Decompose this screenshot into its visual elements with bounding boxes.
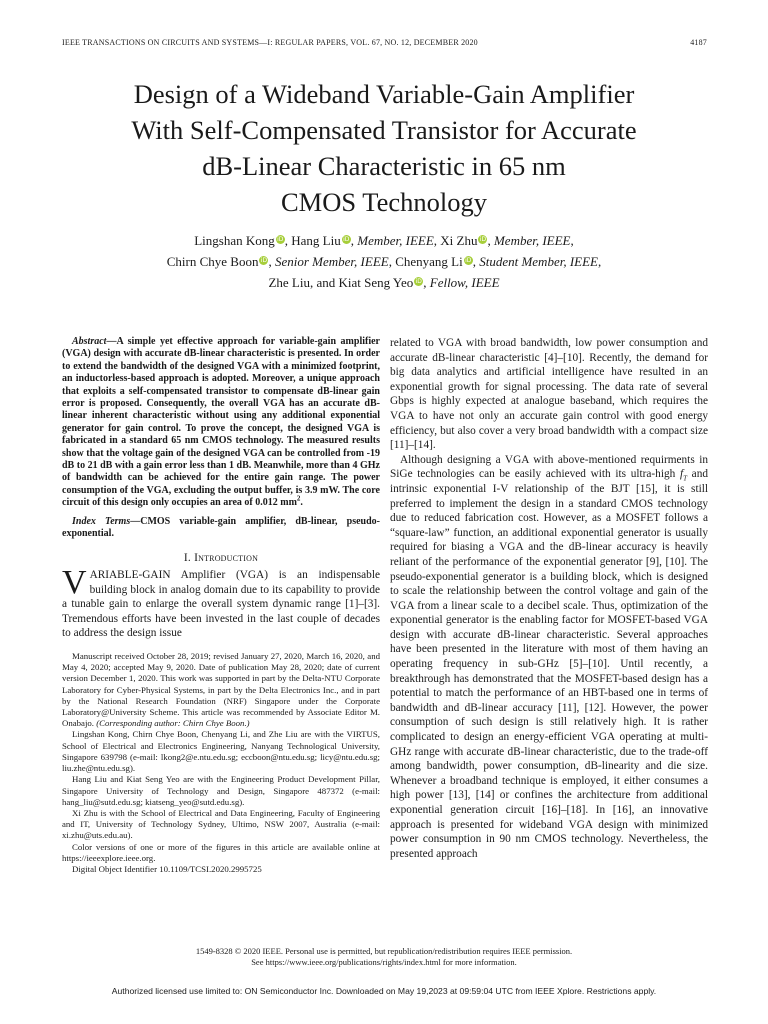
- abstract-end: .: [300, 497, 303, 509]
- author-line: Lingshan Kong iD, Hang Liu iD, Member, IEEE, Xi Zhu iD, Member, IEEE,: [194, 233, 574, 248]
- abstract-text: —A simple yet effective approach for variable-gain amplifier (VGA) design with accurate dB-linear characteristic is presented. In order to extend the bandwidth of the designed VGA with a minimized footprint, an inductorless-based approach is adopted. Moreover, a unique approach that exploits a self-compensated transistor to compensate dB-linear gain error is proposed. Consequently, the overall VGA has an accurate dB-linear inherent characteristic without using any additional exponential generator for gain control. To prove the concept, the designed VGA is fabricated in a standard 65 nm CMOS technology. The measured results show that the voltage gain of the designed VGA can be controlled from -19 dB to 21 dB with a gain error less than 1 dB. Meanwhile, more than 4 GHz of bandwidth can be achieved for the entire gain range. The power consumption of the VGA, excluding the output buffer, is 3.9 mW. The core circuit of this design only occupies an area of 0.012 mm: [62, 336, 380, 509]
- body-paragraph: related to VGA with broad bandwidth, low power consumption and accurate dB-linear characteristic [4]–[10]. Recently, the demand for big data analytics and artificial intelligence have resulted in an exponential growth for signal processing. The data rate of several Gbps is highly expected at analogue baseband, which requires the VGA to have not only an accurate gain control with good energy efficiency, but also cover a very broad bandwidth with a compact size [11]–[14].: [390, 337, 708, 452]
- copyright-line: 1549-8328 © 2020 IEEE. Personal use is permitted, but republication/redistribution requires IEEE permission.: [195, 946, 573, 956]
- right-column: [390, 336, 708, 861]
- abstract-superscript: 2: [296, 494, 301, 503]
- abstract-label: Abstract: [72, 336, 107, 347]
- orcid-icon[interactable]: iD: [415, 278, 422, 285]
- author-name: Zhe Liu: [268, 275, 310, 290]
- section-title: Introduction: [194, 551, 259, 564]
- copyright-line: See https://www.ieee.org/publications/rights/index.html for more information.: [251, 957, 517, 967]
- author-role: Member, IEEE: [493, 233, 571, 248]
- copyright-notice: [40, 946, 728, 968]
- author-name: Lingshan Kong: [194, 233, 275, 248]
- and-word: and: [316, 275, 336, 290]
- index-terms-label: Index Terms: [72, 515, 131, 527]
- footnote: Lingshan Kong, Chirn Chye Boon, Chenyang Li, and Zhe Liu are with the VIRTUS, School of Electrical and Electronics Engineering, Nanyang Technological University, Singapore 639798 (e-mail: lkong2@e.ntu.edu.sg; eccboon@ntu.edu.sg; licy@ntu.edu.sg; liu.zhe@ntu.edu.sg).: [62, 729, 380, 774]
- page-number: 4187: [690, 38, 707, 47]
- footnote: Hang Liu and Kiat Seng Yeo are with the Engineering Product Development Pillar, Singapore University of Technology and Design, Singapore 487372 (e-mail: hang_liu@sutd.edu.sg; kiatseng_yeo@sutd.edu.sg).: [62, 774, 380, 807]
- license-footer: Authorized licensed use limited to: ON Semiconductor Inc. Downloaded on May 19,2023 at 09:59:04 UTC from IEEE Xplore. Restrictions apply.: [111, 986, 657, 996]
- author-role: Senior Member, IEEE: [274, 254, 389, 269]
- footnote: [62, 651, 380, 729]
- intro-text: Amplifier (VGA) is an indispensable building block in analog domain due to its capability to provide a tunable gain to enlarge the overall system dynamic range [1]–[3]. Tremendous efforts have been invested in the last couple of decades to address the design issue: [62, 569, 380, 640]
- body-text: and intrinsic exponential I-V relationship of the BJT [15], it is still preferred to implement the design in a standard CMOS technology due to reduced fabrication cost. However, as a MOSFET follows a “square-law” function, an additional exponential generator is usually required for biasing a VGA and the dB-linear accuracy is heavily reliant of the performance of the exponential generator [9], [10]. The pseudo-exponential generator is a building block, which is designed to scale the relationship between the control voltage and gain of the VGA from a linear scale to a decibel scale. Thus, optimization of the exponential generator is the enabling factor for MOSFET-based VGA design with accurate dB-linear characteristic. Several approaches have been presented in the literature with most of them having an operating frequency in sub-GHz [5]–[10]. Until recently, a breakthrough has demonstrated that the MOSFET-based design has a potential to match the performance of an HBT-based one in terms of bandwidth and dB-linear accuracy [11], [12]. However, the power consumption of such design is still relatively high. It is rather complicated to design an energy-efficient VGA operating at multi-GHz range with accurate dB-linear characteristic, due to the trade-off among bandwidth, power consumption, dB-linearity and die size. Whenever a broadband technique is employed, it either consumes a high power [13], [14] or confines the architecture from additional exponential generation circuit [16]–[18]. In [16], an innovative approach is presented for wideband VGA design with minimized power consumption in 90 nm CMOS technology. Nevertheless, the presented approach: [390, 468, 708, 860]
- author-line: Chirn Chye Boon iD, Senior Member, IEEE, Chenyang Li iD, Student Member, IEEE,: [166, 254, 602, 269]
- author-name: Xi Zhu: [440, 233, 478, 248]
- body-text: Although designing a VGA with above-mentioned requirments in SiGe technologies can be easily achieved with its ultra-high: [390, 453, 708, 481]
- title-line: Design of a Wideband Variable-Gain Amplifier: [133, 79, 635, 109]
- title-line: CMOS Technology: [281, 187, 487, 217]
- section-heading: [62, 551, 380, 566]
- paper-title: [40, 76, 728, 220]
- symbol-subscript: T: [683, 474, 687, 483]
- index-terms-text: —CMOS variable-gain amplifier, dB-linear, pseudo-exponential.: [62, 515, 380, 540]
- footnote-text: Manuscript received October 28, 2019; revised January 27, 2020, March 16, 2020, and May 4, 2020; accepted May 9, 2020. Date of publication May 28, 2020; date of current version December 1, 2020. This work was supported in part by the Delta-NTU Corporate Laboratory for Cyber-Physical Systems, in part by the Delta Electronics Inc., and in part by the National Research Foundation (NRF) Singapore under the Corporate Laboratory@University Scheme. This article was recommended by Associate Editor M. Onabajo.: [62, 651, 380, 729]
- author-name: Chenyang Li: [395, 254, 463, 269]
- orcid-icon[interactable]: iD: [465, 257, 472, 264]
- intro-paragraph: [62, 564, 380, 641]
- orcid-icon[interactable]: iD: [277, 236, 284, 243]
- author-role: Fellow, IEEE: [429, 275, 500, 290]
- author-line: Zhe Liu, and Kiat Seng Yeo iD, Fellow, IEEE: [268, 275, 500, 290]
- drop-cap: V: [62, 564, 87, 602]
- left-column: [62, 336, 380, 875]
- intro-caps: ARIABLE-GAIN: [89, 569, 171, 582]
- running-header: [62, 38, 707, 50]
- author-role: Student Member, IEEE: [479, 254, 598, 269]
- orcid-icon[interactable]: iD: [343, 236, 350, 243]
- author-name: Kiat Seng Yeo: [338, 275, 414, 290]
- doi-footnote: Digital Object Identifier 10.1109/TCSI.2020.2995725: [72, 863, 262, 874]
- author-role: Member, IEEE: [357, 233, 434, 248]
- section-number: I.: [183, 551, 191, 564]
- symbol-f: f: [679, 468, 684, 481]
- corresponding-author: (Corresponding author: Chirn Chye Boon.): [96, 718, 250, 729]
- abstract: [62, 336, 380, 510]
- journal-line: IEEE TRANSACTIONS ON CIRCUITS AND SYSTEMS—I: REGULAR PAPERS, VOL. 67, NO. 12, DECEMBER 2020: [62, 38, 478, 47]
- title-line: dB-Linear Characteristic in 65 nm: [202, 151, 566, 181]
- footnotes: [62, 651, 380, 875]
- orcid-icon[interactable]: iD: [260, 257, 268, 264]
- footnote: Color versions of one or more of the figures in this article are available online at https://ieeexplore.ieee.org.: [62, 841, 380, 863]
- author-list: [40, 230, 728, 293]
- author-name: Chirn Chye Boon: [166, 254, 259, 269]
- index-terms: [62, 516, 380, 541]
- footnote: Xi Zhu is with the School of Electrical and Data Engineering, Faculty of Engineering and IT, University of Technology Sydney, Ultimo, NSW 2007, Australia (e-mail: xi.zhu@uts.edu.au).: [62, 807, 380, 841]
- orcid-icon[interactable]: iD: [479, 236, 487, 243]
- author-name: Hang Liu: [291, 233, 341, 248]
- body-paragraph: [390, 453, 708, 862]
- title-line: With Self-Compensated Transistor for Accurate: [131, 115, 637, 145]
